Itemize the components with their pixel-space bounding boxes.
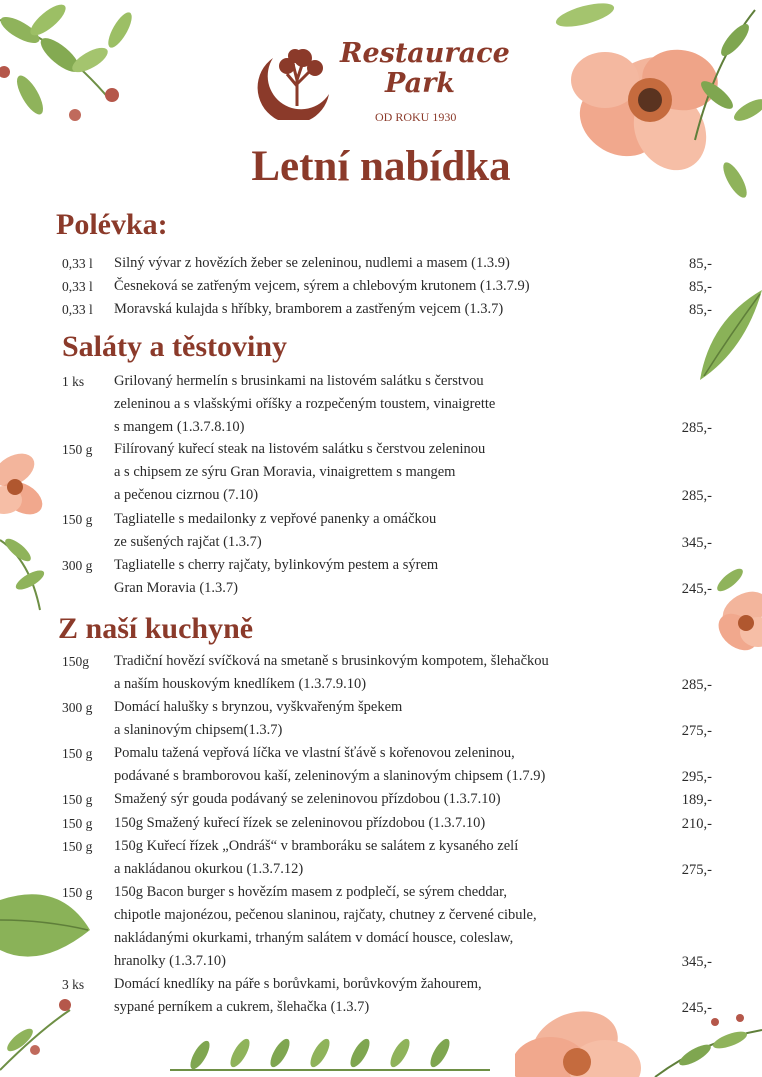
item-description-line: Tagliatelle s medailonky z vepřové panenky a omáčkou (114, 511, 437, 527)
item-description-line: Tagliatelle s cherry rajčaty, bylinkovým pestem a sýrem (114, 557, 439, 573)
item-description-line: Grilovaný hermelín s brusinkami na listovém salátku s čerstvou (114, 373, 484, 389)
logo-name-line2: Park (385, 68, 456, 99)
section-heading: Saláty a těstoviny (62, 330, 287, 363)
item-description-line: a slaninovým chipsem(1.3.7) (114, 722, 283, 738)
item-description-line: Moravská kulajda s hříbky, bramborem a zastřeným vejcem (1.3.7) (114, 301, 504, 317)
item-description-line: ze sušených rajčat (1.3.7) (114, 534, 262, 550)
item-quantity: 150 g (62, 816, 93, 831)
item-price: 285,- (681, 677, 712, 693)
item-description-line: Smažený sýr gouda podávaný se zeleninovou přízdobou (1.3.7.10) (114, 791, 501, 807)
leaf-decoration-right (690, 280, 762, 390)
item-price: 275,- (681, 723, 712, 739)
flower-decoration-left (0, 440, 60, 620)
item-price: 285,- (681, 488, 712, 504)
item-price: 285,- (681, 420, 712, 436)
item-price: 245,- (681, 1000, 712, 1016)
item-quantity: 150 g (62, 442, 93, 457)
item-description-line: zeleninou a s vlašskými oříšky a rozpečeným toustem, vinaigrette (114, 396, 496, 412)
item-description-line: Filírovaný kuřecí steak na listovém salátku s čerstvou zeleninou (114, 441, 486, 457)
item-description-line: Gran Moravia (1.3.7) (114, 580, 239, 596)
item-description-line: a nakládanou okurkou (1.3.7.12) (114, 861, 304, 877)
item-price: 85,- (689, 256, 712, 272)
item-description-line: 150g Kuřecí řízek „Ondráš“ v bramboráku se salátem z kysaného zelí (114, 838, 519, 854)
item-quantity: 1 ks (62, 374, 85, 389)
item-description-line: 150g Smažený kuřecí řízek se zeleninovou přízdobou (1.3.7.10) (114, 815, 486, 831)
tree-logo-icon (253, 36, 337, 120)
logo-since: OD ROKU 1930 (375, 110, 457, 124)
item-quantity: 150 g (62, 746, 93, 761)
item-price: 345,- (681, 535, 712, 551)
item-price: 245,- (681, 581, 712, 597)
item-quantity: 0,33 l (62, 279, 93, 294)
item-price: 189,- (681, 792, 712, 808)
item-description-line: nakládanými okurkami, trhaným salátem v domácí housce, coleslaw, (114, 930, 514, 946)
logo-name-line1: Restaurace (340, 38, 510, 69)
item-description-line: a pečenou cizrnou (7.10) (114, 487, 259, 503)
item-price: 210,- (681, 816, 712, 832)
item-description-line: Silný vývar z hovězích žeber se zeleninou, nudlemi a masem (1.3.9) (114, 255, 510, 271)
item-quantity: 0,33 l (62, 302, 93, 317)
item-price: 295,- (681, 769, 712, 785)
item-description-line: 150g Bacon burger s hovězím masem z podplečí, se sýrem cheddar, (114, 884, 507, 900)
item-description-line: a s chipsem ze sýru Gran Moravia, vinaigrettem s mangem (114, 464, 456, 480)
item-description-line: Domácí halušky s brynzou, vyškvařeným špekem (114, 699, 403, 715)
item-price: 345,- (681, 954, 712, 970)
item-quantity: 300 g (62, 558, 93, 573)
item-quantity: 3 ks (62, 977, 85, 992)
item-quantity: 150 g (62, 792, 93, 807)
section-heading: Z naší kuchyně (58, 612, 254, 645)
item-description-line: a naším houskovým knedlíkem (1.3.7.9.10) (114, 676, 367, 692)
item-price: 275,- (681, 862, 712, 878)
item-description-line: chipotle majonézou, pečenou slaninou, rajčaty, chutney z červené cibule, (114, 907, 537, 923)
page-title: Letní nabídka (251, 143, 511, 190)
item-price: 85,- (689, 279, 712, 295)
item-quantity: 150 g (62, 885, 93, 900)
floral-decoration-top-left (0, 0, 160, 160)
item-description-line: Tradiční hovězí svíčková na smetaně s brusinkovým kompotem, šlehačkou (114, 653, 549, 669)
item-description-line: Česneková se zatřeným vejcem, sýrem a chlebovým krutonem (1.3.7.9) (114, 278, 530, 294)
item-quantity: 150 g (62, 512, 93, 527)
item-quantity: 150 g (62, 839, 93, 854)
flower-decoration-right-middle (700, 560, 762, 680)
leaf-decoration-bottom-center (170, 1025, 490, 1077)
item-description-line: hranolky (1.3.7.10) (114, 953, 226, 969)
item-description-line: podávané s bramborovou kaší, zeleninovým a slaninovým chipsem (1.7.9) (114, 768, 546, 784)
item-price: 85,- (689, 302, 712, 318)
item-quantity: 150g (62, 654, 89, 669)
flower-decoration-bottom-right (515, 1000, 762, 1077)
item-description-line: Pomalu tažená vepřová líčka ve vlastní šťávě s kořenovou zeleninou, (114, 745, 515, 761)
item-description-line: sypané perníkem a cukrem, šlehačka (1.3.7) (114, 999, 370, 1015)
item-quantity: 0,33 l (62, 256, 93, 271)
item-description-line: s mangem (1.3.7.8.10) (114, 419, 245, 435)
section-heading: Polévka: (56, 208, 168, 241)
item-description-line: Domácí knedlíky na páře s borůvkami, borůvkovým žahourem, (114, 976, 482, 992)
item-quantity: 300 g (62, 700, 93, 715)
